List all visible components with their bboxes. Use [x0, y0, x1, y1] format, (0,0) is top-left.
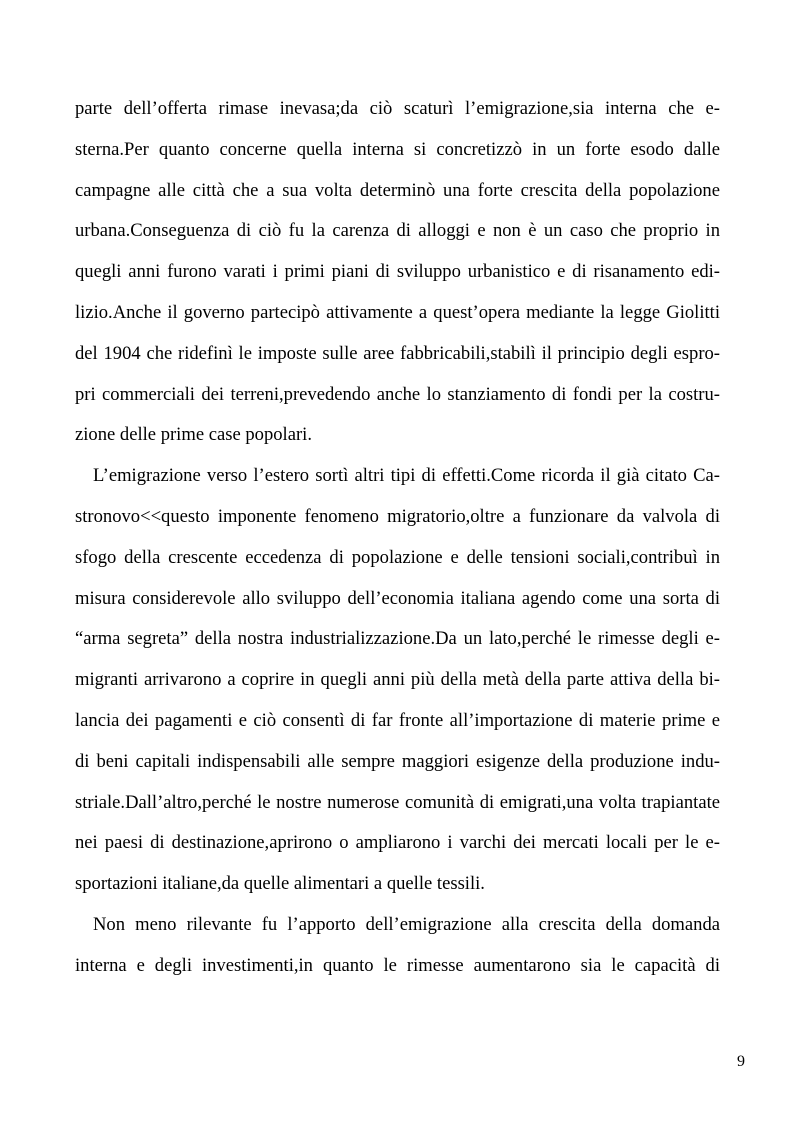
- text-line: migranti arrivarono a coprire in quegli anni più della metà della parte attiva della bi-: [75, 669, 720, 691]
- text-line: striale.Dall’altro,perché le nostre numerose comunità di emigrati,una volta trapiantate: [75, 791, 720, 813]
- paragraph-start-line: Non meno rilevante fu l’apporto dell’emigrazione alla crescita della domanda: [93, 913, 720, 935]
- text-line: pri commerciali dei terreni,prevedendo anche lo stanziamento di fondi per la costru-: [75, 383, 720, 405]
- text-line: lizio.Anche il governo partecipò attivamente a quest’opera mediante la legge Giolitti: [75, 301, 720, 323]
- text-line: sterna.Per quanto concerne quella interna si concretizzò in un forte esodo dalle: [75, 138, 720, 160]
- text-line: urbana.Conseguenza di ciò fu la carenza di alloggi e non è un caso che proprio in: [75, 220, 720, 242]
- text-line: interna e degli investimenti,in quanto le rimesse aumentarono sia le capacità di: [75, 954, 720, 976]
- text-line: misura considerevole allo sviluppo dell’economia italiana agendo come una sorta di: [75, 587, 720, 609]
- text-line: quegli anni furono varati i primi piani di sviluppo urbanistico e di risanamento edi-: [75, 261, 720, 283]
- text-line: di beni capitali indispensabili alle sempre maggiori esigenze della produzione indu-: [75, 750, 720, 772]
- page-number: 9: [737, 1053, 745, 1070]
- text-line: sportazioni italiane,da quelle alimentari a quelle tessili.: [75, 873, 485, 895]
- text-line: zione delle prime case popolari.: [75, 424, 312, 446]
- text-line: “arma segreta” della nostra industrializzazione.Da un lato,perché le rimesse degli e-: [75, 628, 720, 650]
- text-line: sfogo della crescente eccedenza di popolazione e delle tensioni sociali,contribuì in: [75, 546, 720, 568]
- text-line: stronovo<<questo imponente fenomeno migratorio,oltre a funzionare da valvola di: [75, 505, 720, 527]
- text-line: del 1904 che ridefinì le imposte sulle aree fabbricabili,stabilì il principio degli espro-: [75, 342, 720, 364]
- text-line: campagne alle città che a sua volta determinò una forte crescita della popolazione: [75, 179, 720, 201]
- paragraph-start-line: L’emigrazione verso l’estero sortì altri tipi di effetti.Come ricorda il già citato Ca-: [93, 465, 720, 487]
- body-text: [75, 89, 720, 987]
- text-line: lancia dei pagamenti e ciò consentì di far fronte all’importazione di materie prime e: [75, 709, 720, 731]
- text-line: nei paesi di destinazione,aprirono o ampliarono i varchi dei mercati locali per le e-: [75, 832, 720, 854]
- text-line: parte dell’offerta rimase inevasa;da ciò scaturì l’emigrazione,sia interna che e-: [75, 98, 720, 119]
